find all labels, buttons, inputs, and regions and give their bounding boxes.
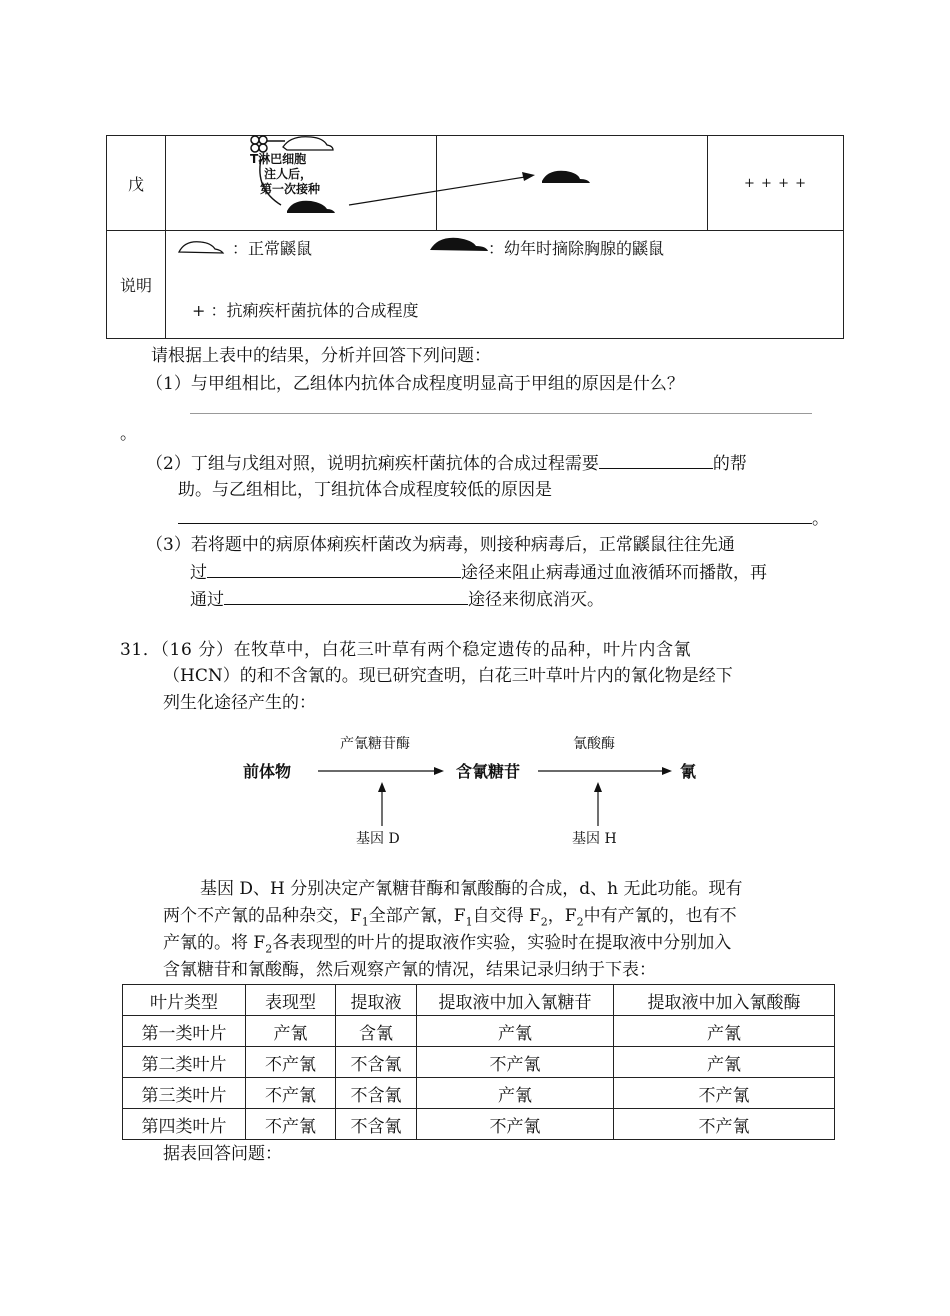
results-table — [122, 984, 835, 1140]
header-cell: 叶片类型 — [123, 985, 246, 1016]
table-row — [123, 1016, 835, 1047]
legend-label: 说明 — [119, 276, 152, 295]
sub-f2: 2 — [540, 915, 548, 929]
arrow-right-icon — [318, 767, 444, 775]
legend-thymectomized-mouse: ：幼年时摘除胸腺的鼷鼠 — [488, 239, 665, 258]
q3-text-c1: 通过 — [190, 590, 224, 610]
diagram-label-1: T淋巴细胞 — [250, 152, 307, 166]
question-1: （1）与甲组相比，乙组体内抗体合成程度明显高于甲组的原因是什么？ — [146, 374, 684, 394]
answer-line-1[interactable] — [190, 413, 812, 414]
q3-text-b1: 过 — [190, 563, 207, 583]
para-2c: 自交得 F — [472, 906, 541, 926]
para-3a: 产氰的。将 F — [163, 933, 266, 953]
diagram-label-3: 第一次接种 — [260, 182, 321, 196]
question-2-line-3 — [178, 505, 829, 532]
question-3-line-2 — [190, 559, 767, 586]
answer-blank-q3-2[interactable] — [224, 586, 468, 605]
table-row — [123, 1078, 835, 1109]
question-3-line-3 — [190, 586, 604, 613]
para-2a: 两个不产氰的品种杂交，F — [163, 906, 362, 926]
intermediate-label: 含氰糖苷 — [456, 762, 521, 781]
enzyme-2-label: 氰酸酶 — [573, 736, 615, 752]
pathway-arrows — [310, 760, 680, 830]
table-cell: 第四类叶片 — [123, 1109, 246, 1140]
para-2b: 全部产氰，F — [368, 906, 466, 926]
table-cell: 不含氰 — [336, 1047, 417, 1078]
arrow-up-icon-2 — [594, 782, 602, 826]
para-2e: 中有产氰的，也有不 — [583, 906, 737, 926]
group-cell — [107, 136, 166, 231]
table-cell: 产氰 — [246, 1016, 336, 1047]
q3-text-a: （3）若将题中的病原体痢疾杆菌改为病毒，则接种病毒后，正常鼷鼠往往先通 — [146, 535, 735, 555]
answer-blank-q2-2[interactable] — [178, 505, 812, 524]
answer-blank-q2-1[interactable] — [599, 450, 713, 469]
closing-text: 据表回答问题： — [163, 1144, 282, 1164]
table-cell: 不含氰 — [336, 1078, 417, 1109]
sub-f1: 1 — [361, 915, 369, 929]
q31-line-2: （HCN）的和不含氰的。现已研究查明，白花三叶草叶片内的氰化物是经下 — [163, 666, 733, 686]
gene-d-label: 基因 D — [356, 831, 400, 847]
result-cell — [708, 136, 844, 231]
table-cell: 不产氰 — [246, 1047, 336, 1078]
answer-1-end: 。 — [120, 424, 137, 444]
intro-text: 请根据上表中的结果，分析并回答下列问题： — [151, 346, 491, 366]
table-row — [123, 1109, 835, 1140]
sub-f2-2: 2 — [576, 915, 584, 929]
legend-label-cell — [107, 231, 166, 339]
table-cell: 不产氰 — [614, 1109, 835, 1140]
q31-line-3: 列生化途径产生的： — [163, 693, 316, 713]
q3-text-b2: 途径来阻止病毒通过血液循环而播散，再 — [461, 563, 767, 583]
product-label: 氰 — [680, 762, 697, 781]
para-2d: ，F — [547, 906, 577, 926]
enzyme-1-label: 产氰糖苷酶 — [340, 736, 410, 752]
question-2-line-1 — [146, 450, 747, 477]
q2-text-a: （2）丁组与戊组对照，说明抗痢疾杆菌抗体的合成过程需要 — [146, 454, 599, 474]
table-cell: 第三类叶片 — [123, 1078, 246, 1109]
diagram-labels — [250, 152, 320, 197]
gene-h-label: 基因 H — [572, 831, 617, 847]
q2-end: 。 — [812, 509, 829, 529]
header-cell: 提取液中加入氰糖苷 — [417, 985, 614, 1016]
thymectomized-mouse-icon-legend — [428, 232, 490, 254]
table-cell: 产氰 — [614, 1047, 835, 1078]
table-header-row — [123, 985, 835, 1016]
q31-line-1: 31．（16 分）在牧草中，白花三叶草有两个稳定遗传的品种，叶片内含氰 — [120, 640, 692, 660]
table-cell: 不产氰 — [614, 1078, 835, 1109]
sub-f2-3: 2 — [265, 942, 273, 956]
normal-mouse-icon-legend — [175, 236, 227, 256]
table-cell: 不产氰 — [417, 1109, 614, 1140]
sub-f1-2: 1 — [465, 915, 473, 929]
table-cell: 不产氰 — [417, 1047, 614, 1078]
answer-blank-q3-1[interactable] — [207, 559, 461, 578]
thymectomized-mouse-icon — [287, 201, 335, 213]
para-line-4: 含氰糖苷和氰酸酶，然后观察产氰的情况，结果记录归纳于下表： — [163, 960, 656, 980]
group-label: 戊 — [127, 174, 144, 194]
header-cell: 提取液中加入氰酸酶 — [614, 985, 835, 1016]
arrow-right-icon-2 — [538, 767, 672, 775]
table-cell: 不产氰 — [246, 1078, 336, 1109]
table-cell: 产氰 — [417, 1016, 614, 1047]
q2-text-b: 的帮 — [712, 454, 747, 474]
para-3b: 各表现型的叶片的提取液作实验，实验时在提取液中分别加入 — [272, 933, 732, 953]
antibody-result: + + + + — [744, 175, 807, 191]
legend-normal-mouse: ：正常鼷鼠 — [232, 239, 313, 258]
q3-text-c2: 途径来彻底消灭。 — [468, 590, 604, 610]
normal-mouse-icon — [283, 137, 333, 150]
table-cell: 第一类叶片 — [123, 1016, 246, 1047]
para-line-1: 基因 D、H 分别决定产氰糖苷酶和氰酸酶的合成，d、h 无此功能。现有 — [200, 879, 743, 899]
table-row — [123, 1047, 835, 1078]
table-cell: 产氰 — [417, 1078, 614, 1109]
precursor-label: 前体物 — [243, 762, 292, 781]
legend-plus-meaning: + ：抗痢疾杆菌抗体的合成程度 — [192, 301, 419, 320]
table-cell: 不含氰 — [336, 1109, 417, 1140]
thymectomized-mouse-icon-2 — [542, 171, 590, 183]
table-cell: 第二类叶片 — [123, 1047, 246, 1078]
header-cell: 表现型 — [246, 985, 336, 1016]
table-cell: 不产氰 — [246, 1109, 336, 1140]
diagram-label-2: 注人后， — [264, 167, 313, 181]
header-cell: 提取液 — [336, 985, 417, 1016]
arrow-up-icon — [378, 782, 386, 826]
table-cell: 含氰 — [336, 1016, 417, 1047]
q2-text-c: 助。与乙组相比，丁组抗体合成程度较低的原因是 — [178, 480, 552, 500]
table-cell: 产氰 — [614, 1016, 835, 1047]
lymphocyte-icon — [251, 136, 285, 152]
